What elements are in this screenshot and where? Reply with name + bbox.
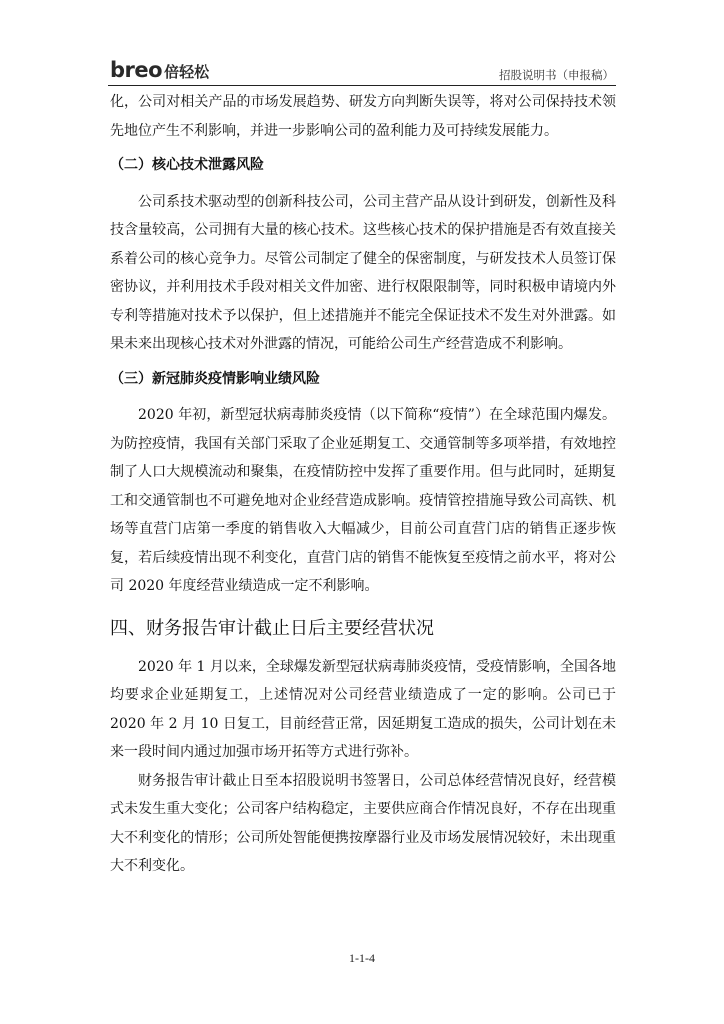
paragraph-intro: 化，公司对相关产品的市场发展趋势、研发方向判断失误等，将对公司保持技术领先地位产生不利影响，并进一步影响公司的盈利能力及可持续发展能力。 [110, 94, 616, 139]
page-number: 1-1-4 [349, 951, 375, 965]
breo-logo [110, 58, 209, 82]
logo-cjk-text: 倍轻松 [164, 63, 210, 81]
heading-core-tech-risk: （二）核心技术泄露风险 [110, 157, 264, 173]
document-title: 招股说明书（申报稿） [499, 68, 614, 82]
header-divider [108, 85, 616, 86]
page-body [110, 88, 616, 881]
logo-latin-text: breo [110, 58, 163, 82]
heading-section-four: 四、财务报告审计截止日后主要经营状况 [110, 617, 434, 639]
page-header [108, 52, 616, 86]
paragraph-section-four-1: 2020 年 1 月以来，全球爆发新型冠状病毒肺炎疫情，受疫情影响，全国各地均要求企业延期复工，上述情况对公司经营业绩造成了一定的影响。公司已于 2020 年 2 月 10 日复工，目前经营正常，因延期复工造成的损失，公司计划在未来一段时间内通过加强市场开拓等方式进行弥补。 [110, 658, 616, 760]
heading-covid-risk: （三）新冠肺炎疫情影响业绩风险 [110, 370, 320, 387]
paragraph-section-four-2: 财务报告审计截止日至本招股说明书签署日，公司总体经营情况良好，经营模式未发生重大变化；公司客户结构稳定，主要供应商合作情况良好，不存在出现重大不利变化的情形；公司所处智能便携按摩器行业及市场发展情况较好，未出现重大不利变化。 [110, 772, 616, 874]
paragraph-core-tech-risk: 公司系技术驱动型的创新科技公司，公司主营产品从设计到研发，创新性及科技含量较高，公司拥有大量的核心技术。这些核心技术的保护措施是否有效直接关系着公司的核心竞争力。尽管公司制定了健全的保密制度，与研发技术人员签订保密协议，并利用技术手段对相关文件加密、进行权限限制等，同时积极申请境内外专利等措施对技术予以保护，但上述措施并不能完全保证技术不发生对外泄露。如果未来出现核心技术对外泄露的情况，可能给公司生产经营造成不利影响。 [110, 193, 616, 352]
paragraph-covid-risk: 2020 年初，新型冠状病毒肺炎疫情（以下简称“疫情”）在全球范围内爆发。为防控疫情，我国有关部门采取了企业延期复工、交通管制等多项举措，有效地控制了人口大规模流动和聚集，在疫情防控中发挥了重要作用。但与此同时，延期复工和交通管制也不可避免地对企业经营造成影响。疫情管控措施导致公司高铁、机场等直营门店第一季度的销售收入大幅减少，目前公司直营门店的销售正逐步恢复，若后续疫情出现不利变化，直营门店的销售不能恢复至疫情之前水平，将对公司 2020 年度经营业绩造成一定不利影响。 [110, 407, 616, 594]
